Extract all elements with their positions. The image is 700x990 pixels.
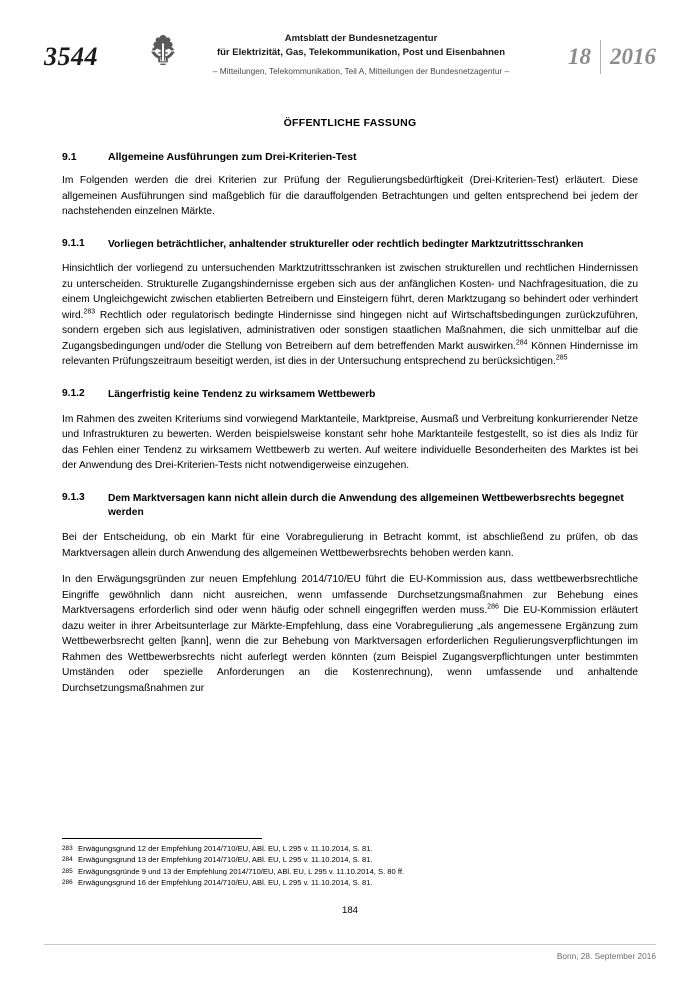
section-number-9-1-3: 9.1.3 <box>62 491 85 503</box>
section-title-9-1: Allgemeine Ausführungen zum Drei-Kriterien-Test <box>108 151 357 164</box>
paragraph-9-1-1-part-c: Können Hindernisse im relevanten Prüfungszeitraum beseitigt werden, ist dies in der Untersuchung entsprechend zu berücksichtigen. <box>62 340 638 368</box>
paragraph-9-1-1 <box>62 261 638 370</box>
federal-eagle-emblem-icon <box>140 28 186 70</box>
document-body <box>0 117 700 696</box>
section-heading-9-1-2 <box>62 388 638 403</box>
footnote-marker-286[interactable]: 286 <box>487 603 499 611</box>
paragraph-9-1-3-b-part-2: Die EU-Kommission erläutert dazu weiter in ihrer Arbeitsunterlage zur Märkte-Empfehlung, dass eine Vorabregulierung „als angemessene Ergänzung zum Wettbewerbsrecht gelten [kann], wenn die zur Behebung von Marktversagen erforderlichen Regulierungsverpflichtungen im Rahmen des Wettbewerbsrechts nicht auferlegt werden könnten (zum Beispiel Zugangsverpflichtungen unter bestimmten Umständen oder spezielle Anforderungen an die Kostenrechnung), wenn umfassende und anhaltende Durchsetzungsmaßnahmen zur <box>62 605 638 694</box>
header-title-block <box>186 28 536 77</box>
header-divider <box>600 40 601 74</box>
section-title-9-1-1: Vorliegen beträchtlicher, anhaltender struktureller oder rechtlich bedingter Marktzutrittsschranken <box>108 238 584 250</box>
footnote-text-284: Erwägungsgrund 13 der Empfehlung 2014/710/EU, ABl. EU, L 295 v. 11.10.2014, S. 81. <box>78 855 373 865</box>
header-title-line-1: Amtsblatt der Bundesnetzagentur <box>284 33 438 44</box>
footnote-285 <box>62 867 638 878</box>
header-title-line-2: für Elektrizität, Gas, Telekommunikation, Post und Eisenbahnen <box>216 46 506 58</box>
paragraph-9-1-3-b <box>62 572 638 696</box>
footnote-separator-rule <box>62 838 262 839</box>
footnote-marker-285[interactable]: 285 <box>555 355 568 363</box>
document-title: ÖFFENTLICHE FASSUNG <box>283 117 417 130</box>
page-header <box>0 0 700 77</box>
header-subtitle: – Mitteilungen, Telekommunikation, Teil A, Mitteilungen der Bundesnetzagentur – <box>212 65 510 76</box>
footnote-number-285: 285 <box>62 867 73 875</box>
paragraph-9-1-1-part-a: Hinsichtlich der vorliegend zu untersuchenden Marktzutrittsschranken ist zwischen strukturellen und rechtlichen Hindernissen zu unterscheiden. Strukturelle Zugangshindernisse ergeben sich aus der anfänglichen Kosten- und Nachfragesituation, die zu einem Ungleichgewicht zwischen etablierten Betreibern und Einsteigern führt, deren Marktzugang so behindert oder verhindert wird. <box>62 263 638 321</box>
section-number-9-1-1: 9.1.1 <box>62 237 85 249</box>
paragraph-9-1-3-b-part-1: In den Erwägungsgründen zur neuen Empfehlung 2014/710/EU führt die EU-Kommission aus, dass wettbewerbsrechtliche Eingriffe gewöhnlich dann nicht ausreichen, wenn umfassende Durchsetzungsmaßnahmen zur Behebung eines Marktversagens erforderlich sind oder wenn häufig oder schnell eingegriffen werden muss. <box>62 574 638 617</box>
section-title-9-1-2: Längerfristig keine Tendenz zu wirksamem Wettbewerb <box>108 388 376 400</box>
footnote-marker-283[interactable]: 283 <box>83 308 96 316</box>
footnote-number-286: 286 <box>62 878 73 886</box>
section-title-9-1-3: Dem Marktversagen kann nicht allein durch die Anwendung des allgemeinen Wettbewerbsrechts begegnet werden <box>108 492 624 519</box>
section-number-9-1: 9.1 <box>62 151 77 164</box>
footer-divider <box>44 944 656 945</box>
footnote-area <box>62 838 638 889</box>
section-number-9-1-2: 9.1.2 <box>62 387 85 399</box>
footnote-number-284: 284 <box>62 856 73 864</box>
footnote-text-286: Erwägungsgrund 16 der Empfehlung 2014/710/EU, ABl. EU, L 295 v. 11.10.2014, S. 81. <box>78 877 373 887</box>
header-journal-page-number: 3544 <box>44 42 98 71</box>
footnote-286 <box>62 878 638 889</box>
section-heading-9-1-1 <box>62 238 638 253</box>
paragraph-9-1-1-part-b: Rechtlich oder regulatorisch bedingte Hindernisse sind hingegen nicht auf Wirtschaftsbedingungen zurückzuführen, sondern ergeben sich aus legislativen, administrativen oder sonstigen staatlichen Maßnahmen, die sich unmittelbar auf die Zugangsbedingungen und/oder die Stellung von Betreibern auf dem betreffenden Markt auswirken. <box>62 309 638 352</box>
paragraph-9-1-3-a: Bei der Entscheidung, ob ein Markt für eine Vorabregulierung in Betracht kommt, ist abschließend zu prüfen, ob das Marktversagen allein durch Anwendung des allgemeinen Wettbewerbsrechts behoben werden kann. <box>62 532 638 559</box>
footnote-marker-284[interactable]: 284 <box>515 339 528 347</box>
footnote-text-285: Erwägungsgründe 9 und 13 der Empfehlung 2014/710/EU, ABl. EU, L 295 v. 11.10.2014, S. 80 ff. <box>78 866 405 876</box>
paragraph-9-1-intro: Im Folgenden werden die drei Kriterien zur Prüfung der Regulierungsbedürftigkeit (Drei-Kriterien-Test) erläutert. Diese allgemeinen Ausführungen sind maßgeblich für die darauffolgenden Betrachtungen und gelten entsprechend bei jedem der nachstehenden einzelnen Märkte. <box>62 175 638 218</box>
header-year: 2016 <box>610 44 656 69</box>
footer-imprint: Bonn, 28. September 2016 <box>556 951 656 961</box>
footnote-283 <box>62 844 638 855</box>
footnote-284 <box>62 855 638 866</box>
paragraph-9-1-2: Im Rahmen des zweiten Kriteriums sind vorwiegend Marktanteile, Marktpreise, Ausmaß und Verbreitung konkurrierender Netze und Infrastrukturen zu bewerten. Werden beispielsweise konstant sehr hohe Marktanteile festgestellt, so ist dies als Indiz für das Fehlen einer Tendenz zu wirksamem Wettbewerb zu werten. Auf weitere individuelle Besonderheiten des Marktes ist bei der Anwendung des Drei-Kriterien-Tests nicht notwendigerweise einzugehen. <box>62 413 638 472</box>
section-heading-9-1-3 <box>62 492 638 522</box>
section-heading-9-1 <box>62 151 638 163</box>
page-number: 184 <box>341 905 358 916</box>
footnote-text-283: Erwägungsgrund 12 der Empfehlung 2014/710/EU, ABl. EU, L 295 v. 11.10.2014, S. 81. <box>78 844 373 853</box>
footnote-number-283: 283 <box>62 845 73 852</box>
header-issue-block <box>536 28 656 74</box>
header-issue-number: 18 <box>568 44 591 69</box>
